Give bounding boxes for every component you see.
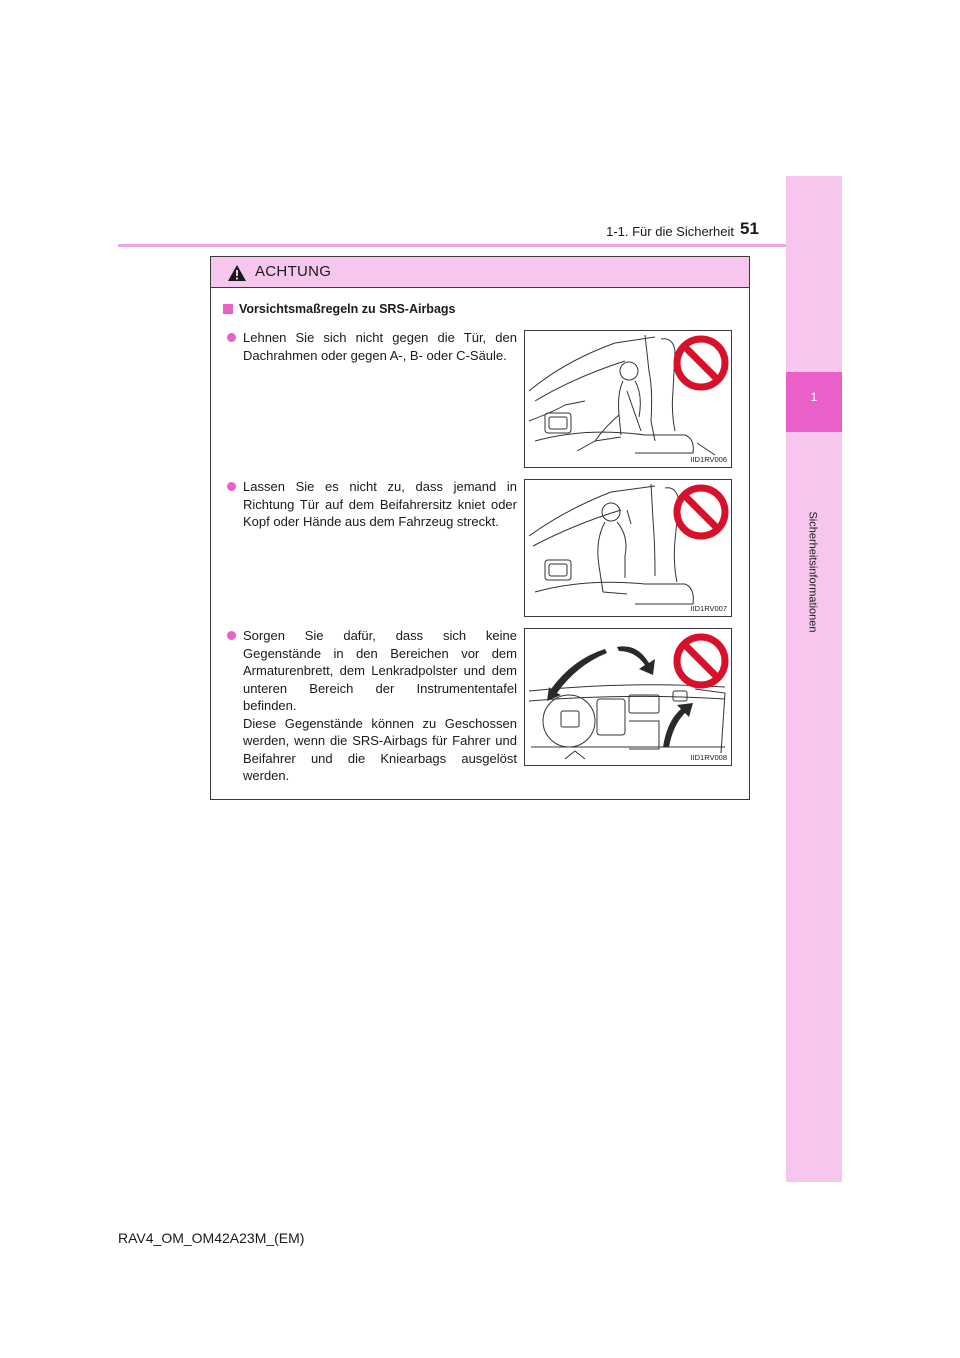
chapter-side-label xyxy=(783,511,843,633)
warning-heading: Vorsichtsmaßregeln zu SRS-Airbags xyxy=(239,302,456,316)
chapter-title: Sicherheitsinformationen xyxy=(807,511,820,633)
illustration-lean-on-door xyxy=(524,330,732,468)
figure-code: IID1RV007 xyxy=(690,604,727,613)
warning-box xyxy=(210,256,750,800)
bullet-dot-icon xyxy=(227,482,236,491)
chapter-number: 1 xyxy=(810,390,818,404)
warning-item-text: Lehnen Sie sich nicht gegen die Tür, den Dachrahmen oder gegen A-, B- oder C-Säule. xyxy=(243,330,517,363)
warning-item-text-continued: Diese Gegenstände können zu Geschossen werden, wenn die SRS-Airbags für Fahrer und Beifahrer und die Kniearbags ausgelöst werden. xyxy=(243,715,517,783)
bullet-dot-icon xyxy=(227,631,236,640)
warning-list-item xyxy=(227,627,517,785)
page-number: 51 xyxy=(740,219,759,238)
figure-code: IID1RV006 xyxy=(690,455,727,464)
warning-item-text: Lassen Sie es nicht zu, dass jemand in Richtung Tür auf dem Beifahrersitz kniet oder Kopf oder Hände aus dem Fahrzeug streckt. xyxy=(243,479,517,529)
warning-list-item xyxy=(227,478,517,531)
warning-triangle-icon xyxy=(227,264,247,282)
illustration-kneel-on-seat xyxy=(524,479,732,617)
model-code-footer: RAV4_OM_OM42A23M_(EM) xyxy=(118,1230,305,1246)
square-bullet-icon xyxy=(223,304,233,314)
chapter-side-tab xyxy=(786,176,842,1182)
section-title: 1-1. Für die Sicherheit xyxy=(606,224,734,239)
warning-header xyxy=(211,257,749,288)
figure-code: IID1RV008 xyxy=(690,753,727,762)
bullet-dot-icon xyxy=(227,333,236,342)
illustration-dashboard-objects xyxy=(524,628,732,766)
warning-list-item xyxy=(227,329,517,364)
no-entry-icon xyxy=(525,331,731,467)
warning-title: ACHTUNG xyxy=(255,263,332,280)
no-entry-icon xyxy=(525,629,731,765)
header-rule xyxy=(118,244,786,247)
no-entry-icon xyxy=(525,480,731,616)
warning-item-text: Sorgen Sie dafür, dass sich keine Gegenstände in den Bereichen vor dem Armaturenbrett, dem Lenkradpolster und dem unteren Bereich der Instrumententafel befinden. xyxy=(243,628,517,713)
